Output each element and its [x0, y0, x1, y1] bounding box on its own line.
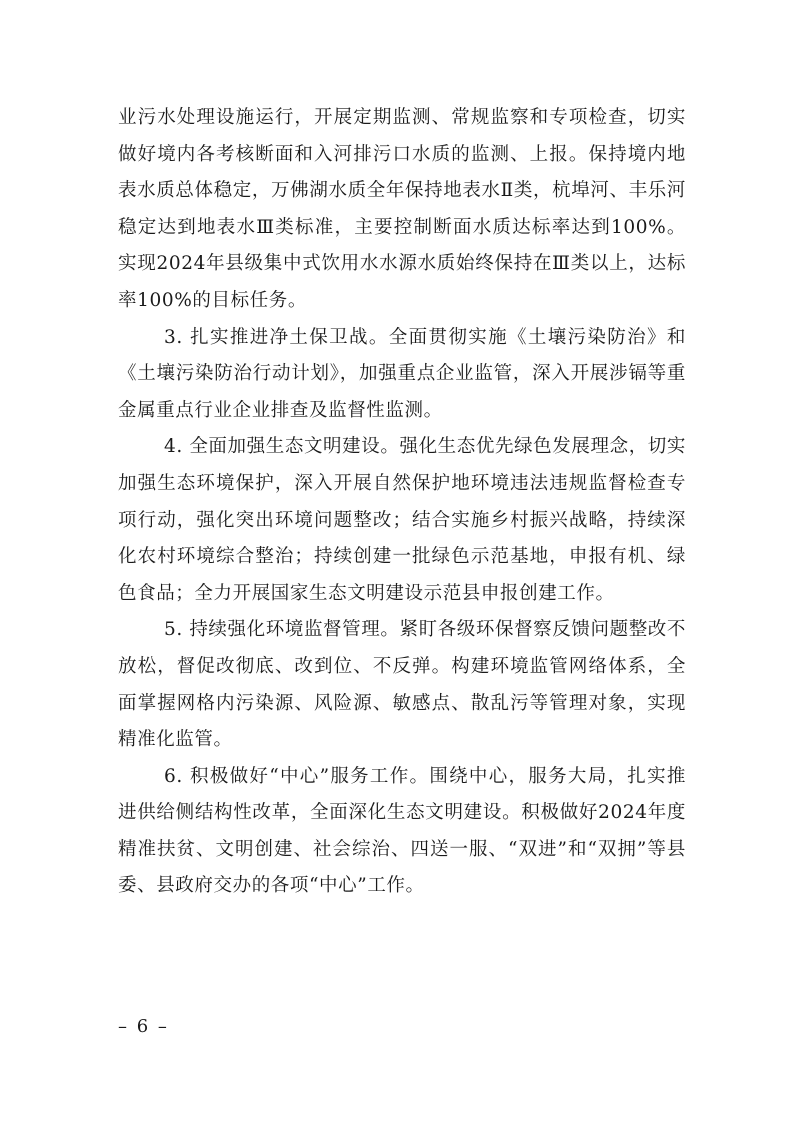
page-number: – 6 –: [118, 1016, 169, 1037]
paragraph-continuation: 业污水处理设施运行，开展定期监测、常规监察和专项检查，切实做好境内各考核断面和入河排污口水质的监测、上报。保持境内地表水质总体稳定，万佛湖水质全年保持地表水Ⅱ类，杭埠河、丰乐河稳定达到地表水Ⅲ类标准，主要控制断面水质达标率达到100%。实现2024年县级集中式饮用水水源水质始终保持在Ⅲ类以上，达标率100%的目标任务。: [118, 107, 686, 311]
paragraph-item-4-ecological-civilization: 4. 全面加强生态文明建设。强化生态优先绿色发展理念，切实加强生态环境保护，深入开展自然保护地环境违法违规监督检查专项行动，强化突出环境问题整改；结合实施乡村振兴战略，持续深化农村环境综合整治；持续创建一批绿色示范基地，申报有机、绿色食品；全力开展国家生态文明建设示范县申报创建工作。: [118, 436, 686, 604]
paragraph-item-5-environmental-supervision: 5. 持续强化环境监督管理。紧盯各级环保督察反馈问题整改不放松，督促改彻底、改到位、不反弹。构建环境监管网络体系，全面掌握网格内污染源、风险源、敏感点、散乱污等管理对象，实现精准化监管。: [118, 619, 686, 751]
paragraph-item-3-soil-protection: 3. 扎实推进净土保卫战。全面贯彻实施《土壤污染防治》和《土壤污染防治行动计划》，加强重点企业监管，深入开展涉镉等重金属重点行业企业排查及监督性监测。: [118, 326, 686, 421]
paragraph-item-6-central-service: 6. 积极做好“中心”服务工作。围绕中心，服务大局，扎实推进供给侧结构性改革，全面深化生态文明建设。积极做好2024年度精准扶贫、文明创建、社会综治、四送一服、“双进”和“双拥”等县委、县政府交办的各项“中心”工作。: [118, 765, 686, 897]
document-body: [118, 100, 686, 905]
